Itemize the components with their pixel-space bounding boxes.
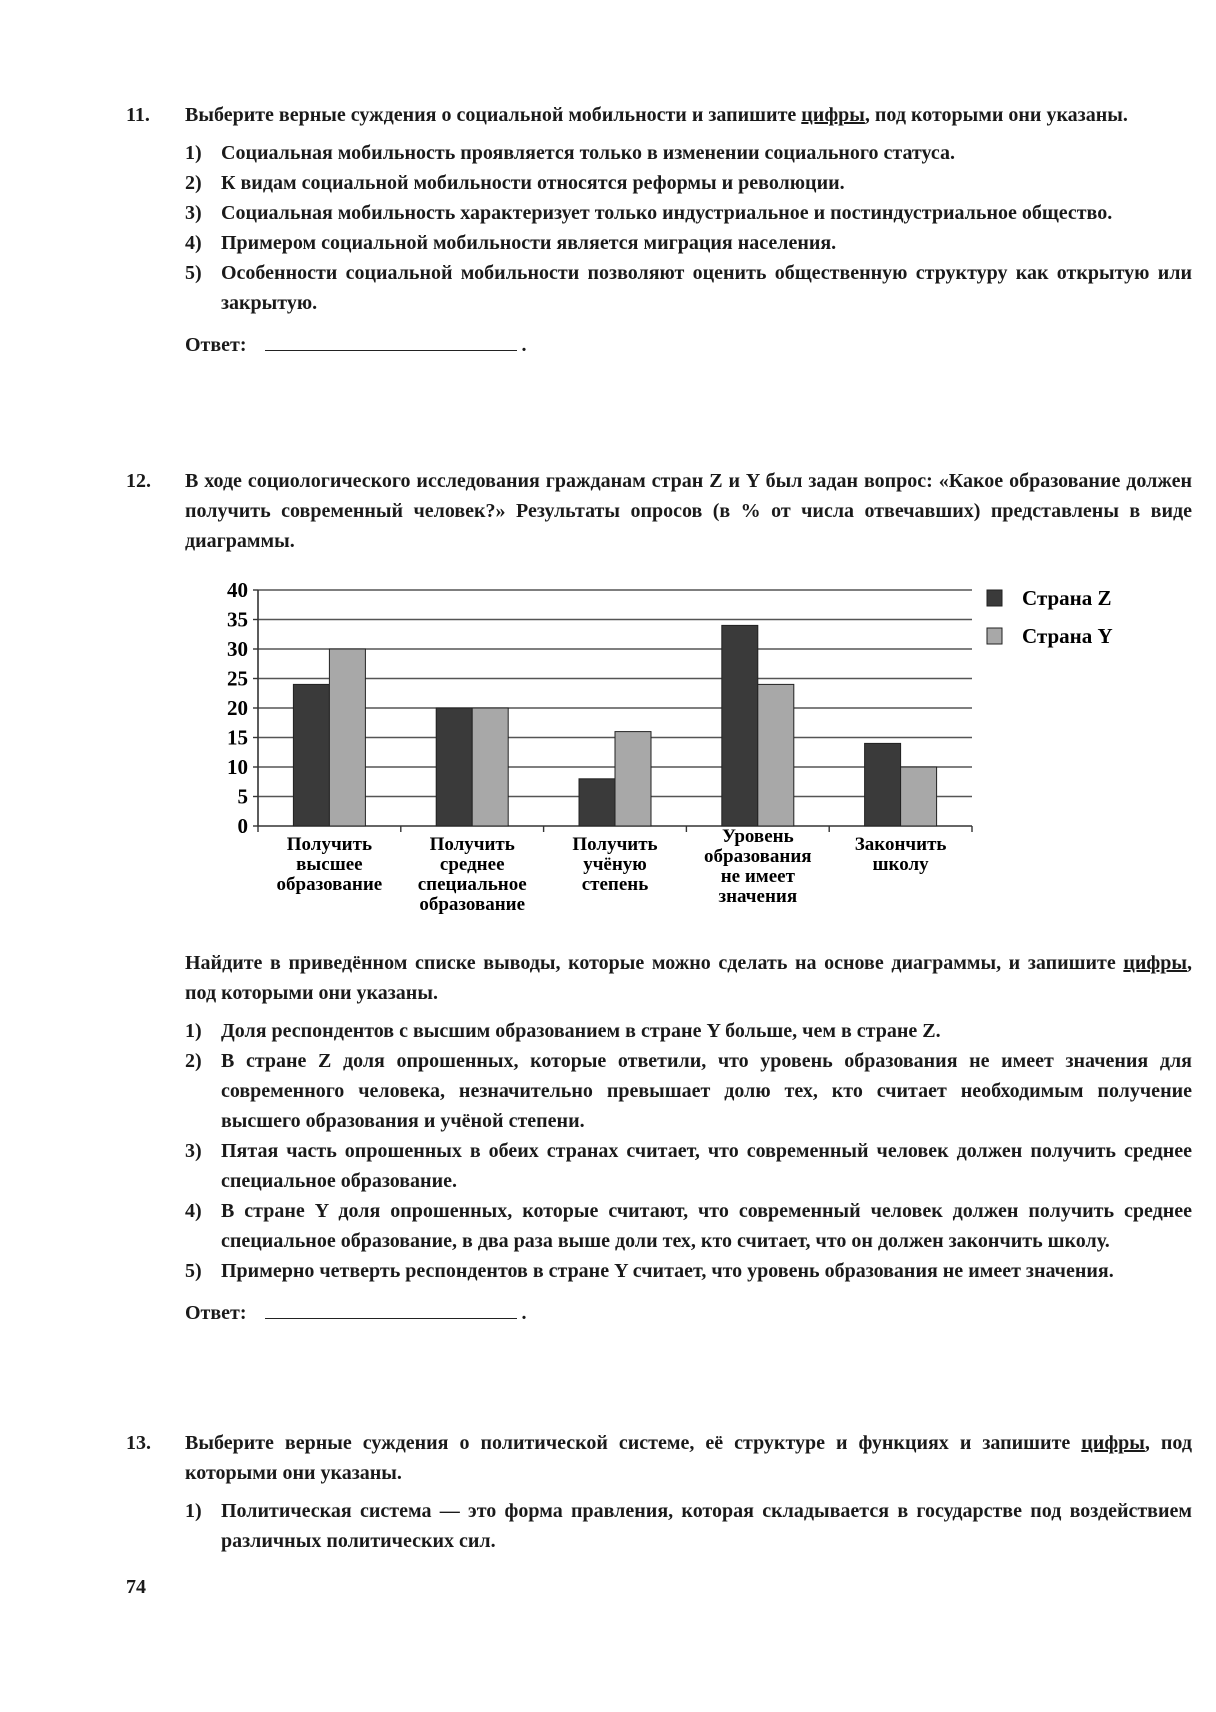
option-text: Социальная мобильность характеризует только индустриальное и постиндустриальное общество.	[221, 202, 1113, 224]
y-tick-label: 20	[227, 696, 248, 720]
emphasis: цифры	[1123, 952, 1187, 974]
x-tick-label: школу	[872, 854, 929, 875]
question-text: Выберите верные суждения о политической системе, её структуре и функциях и запишите	[185, 1432, 1082, 1454]
emphasis: цифры	[1081, 1432, 1145, 1454]
x-tick-label: Закончить	[854, 834, 947, 855]
option-list	[126, 1016, 1192, 1286]
bar-z	[579, 779, 615, 826]
option-text: В стране Z доля опрошенных, которые ответили, что уровень образования не имеет значения для современного человека, незначительно превышает долю тех, кто считает необходимым получение высшего образования и учёной степени.	[221, 1050, 1192, 1132]
option-item	[185, 1496, 1192, 1556]
task-text-end: , под которыми они указаны.	[185, 952, 1192, 1004]
x-tick-label: учёную	[583, 854, 647, 875]
option-number: 3)	[185, 202, 202, 224]
bar-z	[865, 743, 901, 826]
option-number: 4)	[185, 232, 202, 254]
question-number: 12.	[126, 470, 151, 492]
x-tick-label: высшее	[296, 854, 363, 875]
option-text: К видам социальной мобильности относятся реформы и революции.	[221, 172, 845, 194]
option-number: 5)	[185, 262, 202, 284]
option-text: Примером социальной мобильности является миграция населения.	[221, 232, 837, 254]
option-text: Политическая система — это форма правления, которая складывается в государстве под воздействием различных политических сил.	[221, 1500, 1192, 1552]
option-item	[185, 1016, 1192, 1046]
answer-label: Ответ:	[185, 334, 247, 356]
option-number: 1)	[185, 1020, 202, 1042]
bar-y	[329, 649, 365, 826]
bar-z	[293, 684, 329, 826]
question-text-end: , под которыми они указаны.	[864, 104, 1128, 126]
question-text: В ходе социологического исследования гражданам стран Z и Y был задан вопрос: «Какое образование должен получить современный человек?» Результаты опросов (в % от числа отвечавших) представлены в виде диаграммы.	[185, 470, 1192, 552]
x-tick-label: Получить	[572, 834, 658, 855]
x-tick-label: степень	[581, 874, 649, 895]
task-text: Найдите в приведённом списке выводы, которые можно сделать на основе диаграммы, и запишите	[185, 952, 1124, 974]
page-number: 74	[126, 1576, 146, 1598]
legend-swatch	[987, 590, 1002, 606]
legend-label: Страна Y	[1022, 624, 1113, 648]
option-number: 2)	[185, 172, 202, 194]
answer-row: Ответ: .	[126, 330, 1192, 360]
option-number: 4)	[185, 1200, 202, 1222]
question-text: Выберите верные суждения о социальной мобильности и запишите	[185, 104, 802, 126]
bar-y	[472, 708, 508, 826]
question-text-end: , под которыми они указаны.	[185, 1432, 1192, 1484]
option-number: 5)	[185, 1260, 202, 1282]
x-tick-label: среднее	[439, 854, 505, 875]
legend-label: Страна Z	[1022, 586, 1112, 610]
y-tick-label: 5	[237, 784, 248, 809]
option-item	[185, 1046, 1192, 1136]
x-tick-label: Уровень	[721, 826, 794, 847]
option-text: Особенности социальной мобильности позволяют оценить общественную структуру как открытую или закрытую.	[221, 262, 1192, 314]
option-text: Социальная мобильность проявляется только в изменении социального статуса.	[221, 142, 955, 164]
x-tick-label: специальное	[417, 874, 527, 895]
y-tick-label: 35	[227, 607, 248, 632]
question-number: 11.	[126, 104, 150, 126]
option-list	[126, 1496, 1192, 1556]
answer-row: Ответ: .	[126, 1298, 1192, 1328]
x-tick-label: Получить	[429, 834, 515, 855]
option-item	[185, 1136, 1192, 1196]
answer-label: Ответ:	[185, 1302, 247, 1324]
x-tick-label: образование	[276, 874, 383, 895]
option-text: Примерно четверть респондентов в стране Y считает, что уровень образования не имеет значения.	[221, 1260, 1114, 1282]
bar-y	[901, 767, 937, 826]
option-number: 3)	[185, 1140, 202, 1162]
y-tick-label: 0	[237, 814, 248, 838]
question-13	[126, 1428, 1192, 1556]
bar-y	[758, 684, 794, 826]
bar-y	[615, 732, 651, 826]
option-text: В стране Y доля опрошенных, которые считают, что современный человек должен получить среднее специальное образование, в два раза выше доли тех, кто считает, что он должен закончить школу.	[221, 1200, 1192, 1252]
y-tick-label: 10	[227, 755, 248, 779]
question-number: 13.	[126, 1432, 151, 1454]
answer-field[interactable]	[265, 1298, 517, 1319]
x-tick-label: не имеет	[720, 866, 795, 887]
y-tick-label: 25	[227, 666, 248, 691]
option-number: 1)	[185, 1500, 202, 1522]
y-tick-label: 40	[227, 578, 248, 602]
question-12-task	[126, 948, 1192, 1328]
y-tick-label: 15	[227, 725, 248, 750]
option-text: Доля респондентов с высшим образованием в стране Y больше, чем в стране Z.	[221, 1020, 941, 1042]
option-item	[185, 1196, 1192, 1256]
x-tick-label: образование	[419, 894, 526, 915]
option-number: 1)	[185, 142, 202, 164]
x-tick-label: значения	[718, 886, 798, 907]
y-tick-label: 30	[227, 637, 248, 661]
x-tick-label: Получить	[286, 834, 373, 855]
legend-swatch	[987, 628, 1002, 644]
bar-z	[722, 625, 758, 826]
option-text: Пятая часть опрошенных в обеих странах считает, что современный человек должен получить среднее специальное образование.	[221, 1140, 1192, 1192]
bar-z	[436, 708, 472, 826]
emphasis: цифры	[801, 104, 865, 126]
x-tick-label: образования	[704, 846, 812, 867]
option-number: 2)	[185, 1050, 202, 1072]
option-item	[185, 1256, 1192, 1286]
